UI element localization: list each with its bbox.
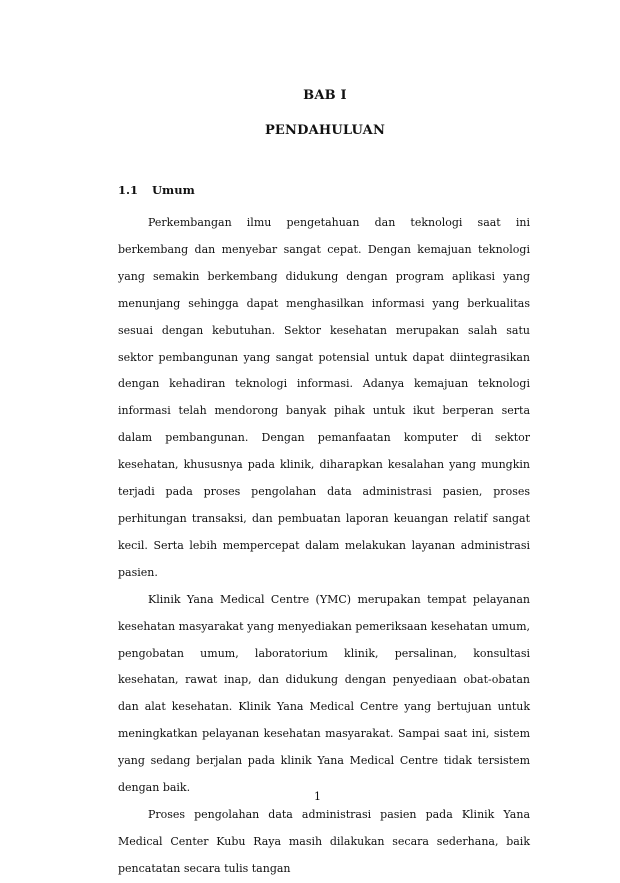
chapter-label: BAB I <box>303 88 347 103</box>
paragraph: Proses pengolahan data administrasi pasien pada Klinik Yana Medical Center Kubu Raya masih dilakukan secara sederhana, baik pencatatan secara tulis tangan <box>118 807 530 875</box>
page-number: 1 <box>314 790 321 803</box>
paragraph: Perkembangan ilmu pengetahuan dan teknologi saat ini berkembang dan menyebar sangat cepat. Dengan kemajuan teknologi yang semakin berkembang didukung dengan program aplikasi yang menunjang sehingga dapat menghasilkan informasi yang berkualitas sesuai dengan kebutuhan. Sektor kesehatan merupakan salah satu sektor pembangunan yang sangat potensial untuk dapat diintegrasikan dengan kehadiran teknologi informasi. Adanya kemajuan teknologi informasi telah mendorong banyak pihak untuk ikut berperan serta dalam pembangunan. Dengan pemanfaatan komputer di sektor kesehatan, khususnya pada klinik, diharapkan kesalahan yang mungkin terjadi pada proses pengolahan data administrasi pasien, proses perhitungan transaksi, dan pembuatan laporan keuangan relatif sangat kecil. Serta lebih mempercepat dalam melakukan layanan administrasi pasien. <box>118 216 530 579</box>
chapter-title: PENDAHULUAN <box>264 123 386 138</box>
section-number: 1.1 <box>118 183 139 197</box>
section-heading <box>118 183 195 197</box>
section-title: Umum <box>152 183 195 197</box>
paragraph: Klinik Yana Medical Centre (YMC) merupakan tempat pelayanan kesehatan masyarakat yang menyediakan pemeriksaan kesehatan umum, pengobatan umum, laboratorium klinik, persalinan, konsultasi kesehatan, rawat inap, dan didukung dengan penyediaan obat-obatan dan alat kesehatan. Klinik Yana Medical Centre yang bertujuan untuk meningkatkan pelayanan kesehatan masyarakat. Sampai saat ini, sistem yang sedang berjalan pada klinik Yana Medical Centre tidak tersistem dengan baik. <box>118 592 530 795</box>
body-text <box>118 210 530 883</box>
